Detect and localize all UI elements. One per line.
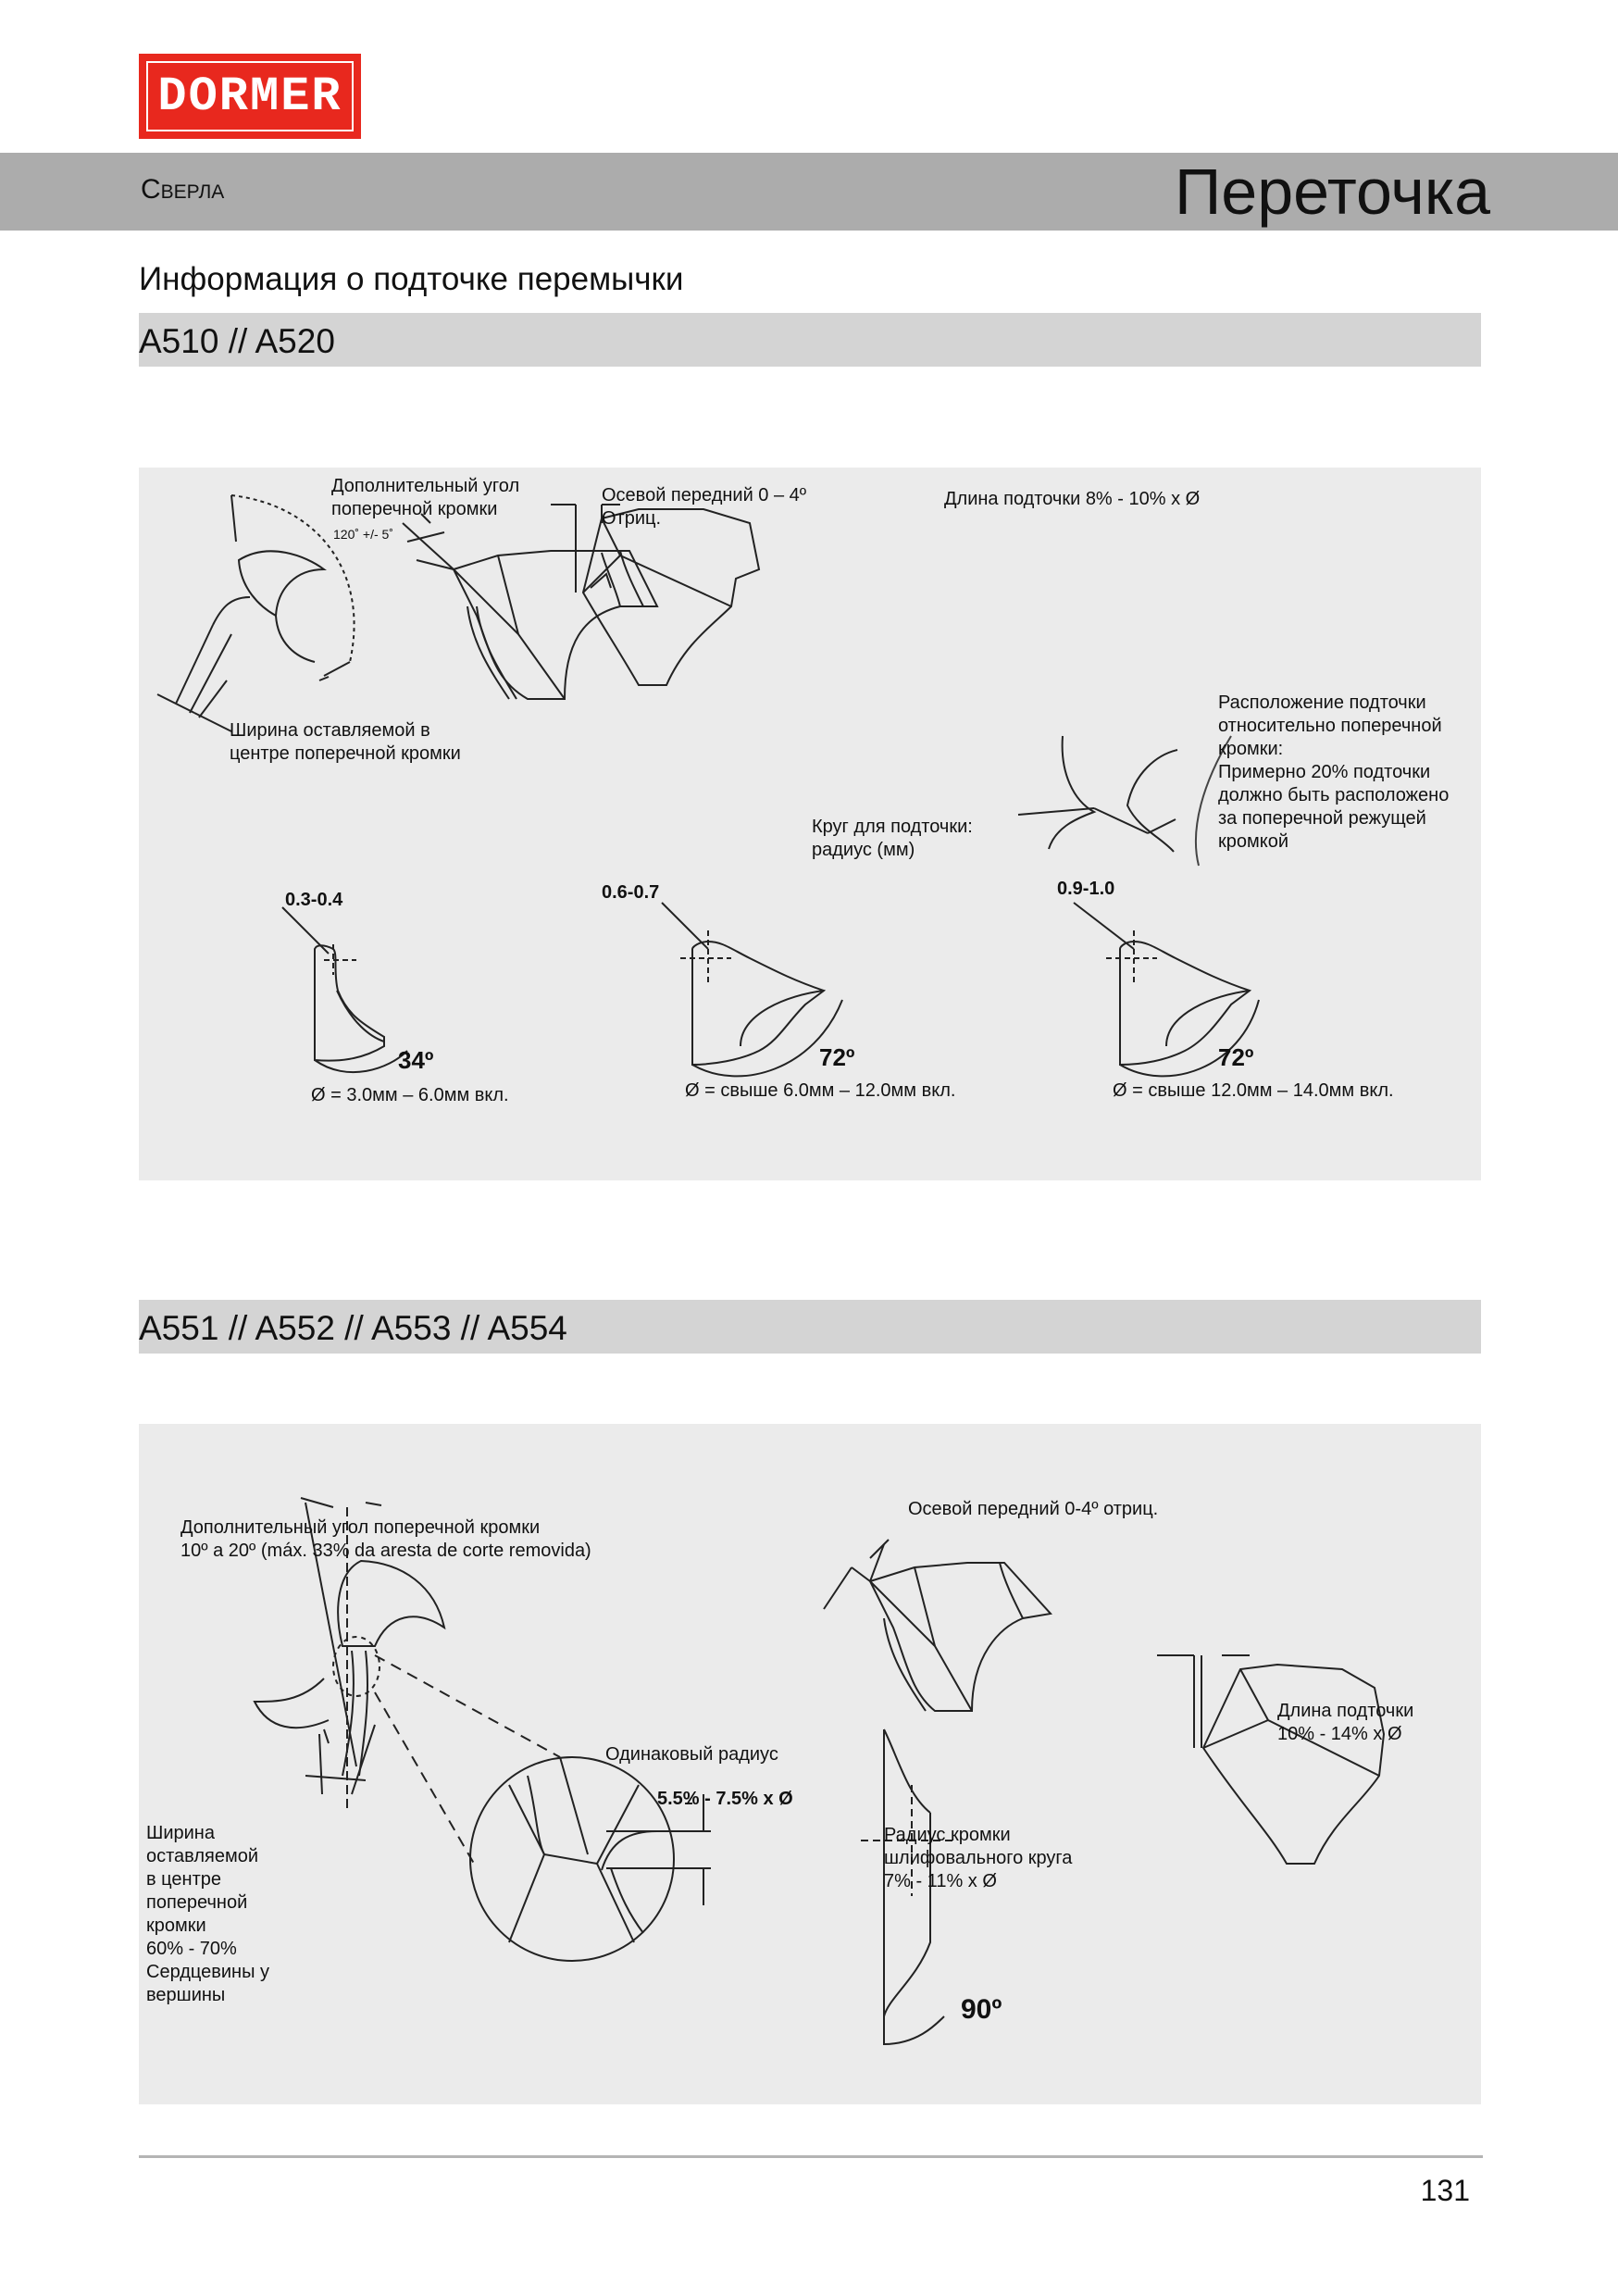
extra-angle-label-line2: поперечной кромки	[331, 499, 498, 519]
model-bar-a551	[139, 1300, 1481, 1354]
axial-rake-label-line2: Отриц.	[602, 508, 662, 529]
drill-thinning-length-view	[551, 505, 759, 685]
profile-2-radius: 0.6-0.7	[602, 882, 660, 903]
web-width-label-line2: центре поперечной кромки	[230, 743, 461, 764]
grinding-circle-label-line2: радиус (мм)	[812, 840, 915, 860]
profile-1-radius: 0.3-0.4	[285, 890, 343, 910]
radius-percent-label: 5.5% - 7.5% x Ø	[657, 1789, 793, 1809]
model-title: A510 // A520	[139, 322, 335, 360]
profile-1-angle: 34º	[398, 1046, 434, 1074]
thinning-position-line: относительно поперечной	[1218, 716, 1442, 736]
thinning-length-line1: Длина подточки	[1277, 1701, 1414, 1721]
panel-a551-diagrams	[139, 1424, 1481, 2104]
axial-rake-label-line1: Осевой передний 0 – 4º	[602, 485, 807, 505]
thinning-position-line: кромки:	[1218, 739, 1284, 759]
page-subtitle: Информация о подточке перемычки	[139, 261, 684, 297]
wheel-radius-line: шлифовального круга	[884, 1848, 1073, 1868]
thinning-position-line: Примерно 20% подточки	[1218, 762, 1431, 782]
thinning-position-sketch	[1018, 736, 1231, 866]
footer-rule	[139, 2155, 1483, 2158]
web-width-label-line1: Ширина оставляемой в	[230, 720, 430, 741]
axial-rake-label: Осевой передний 0-4º отриц.	[908, 1499, 1159, 1519]
drill-thinning-length-view-2	[1157, 1655, 1384, 1864]
profile-3-angle: 72º	[1218, 1043, 1254, 1071]
drill-axial-rake-view	[403, 514, 657, 699]
web-width-line: оставляемой	[146, 1846, 259, 1866]
thinning-position-line: Расположение подточки	[1218, 693, 1426, 713]
drill-end-view	[157, 495, 355, 731]
web-width-line: Ширина	[146, 1823, 215, 1843]
logo-text: DORMER	[157, 69, 342, 124]
extra-angle-label-line1: Дополнительный угол поперечной кромки	[180, 1517, 541, 1538]
thinning-position-line: должно быть расположено	[1218, 785, 1450, 805]
extra-angle-label-line1: Дополнительный угол	[331, 476, 520, 496]
web-width-line: Сердцевины у	[146, 1962, 270, 1982]
section-name: Сверла	[141, 174, 225, 205]
drill-axial-rake-view-2	[824, 1540, 1051, 1711]
page-title: Переточка	[1174, 156, 1490, 228]
web-width-line: поперечной	[146, 1892, 248, 1913]
thinning-length-line2: 10% - 14% x Ø	[1277, 1724, 1402, 1744]
profile-2-range: Ø = свыше 6.0мм – 12.0мм вкл.	[685, 1080, 956, 1101]
profile-3-range: Ø = свыше 12.0мм – 14.0мм вкл.	[1113, 1080, 1394, 1101]
profile-2-angle: 72º	[819, 1043, 855, 1071]
extra-angle-tolerance: 120˚ +/- 5˚	[333, 527, 393, 542]
web-width-line: кромки	[146, 1915, 206, 1936]
wheel-radius-line: 7% - 11% x Ø	[884, 1871, 997, 1891]
wheel-radius-line: Радиус кромки	[884, 1825, 1011, 1845]
profile-1-range: Ø = 3.0мм – 6.0мм вкл.	[311, 1085, 509, 1105]
page-number: 131	[1420, 2174, 1470, 2207]
extra-angle-label-line2: 10º a 20º (máx. 33% da aresta de corte removida)	[180, 1541, 591, 1561]
model-title: A551 // A552 // A553 // A554	[139, 1309, 567, 1347]
model-bar-a510	[139, 313, 1481, 367]
web-width-line: в центре	[146, 1869, 221, 1890]
panel-a510-diagrams	[139, 468, 1481, 1180]
equal-radius-label: Одинаковый радиус	[605, 1744, 778, 1765]
wheel-profile-2	[662, 903, 842, 1076]
web-width-line: 60% - 70%	[146, 1939, 237, 1959]
wheel-angle-label: 90º	[961, 1994, 1002, 2025]
thinning-position-line: кромкой	[1218, 831, 1289, 852]
thinning-length-label: Длина подточки 8% - 10% x Ø	[944, 489, 1201, 509]
grinding-circle-label-line1: Круг для подточки:	[812, 817, 973, 837]
dormer-logo	[139, 54, 361, 139]
profile-3-radius: 0.9-1.0	[1057, 879, 1115, 899]
thinning-position-line: за поперечной режущей	[1218, 808, 1426, 829]
web-width-line: вершины	[146, 1985, 226, 2005]
wheel-profile-1	[282, 907, 407, 1072]
